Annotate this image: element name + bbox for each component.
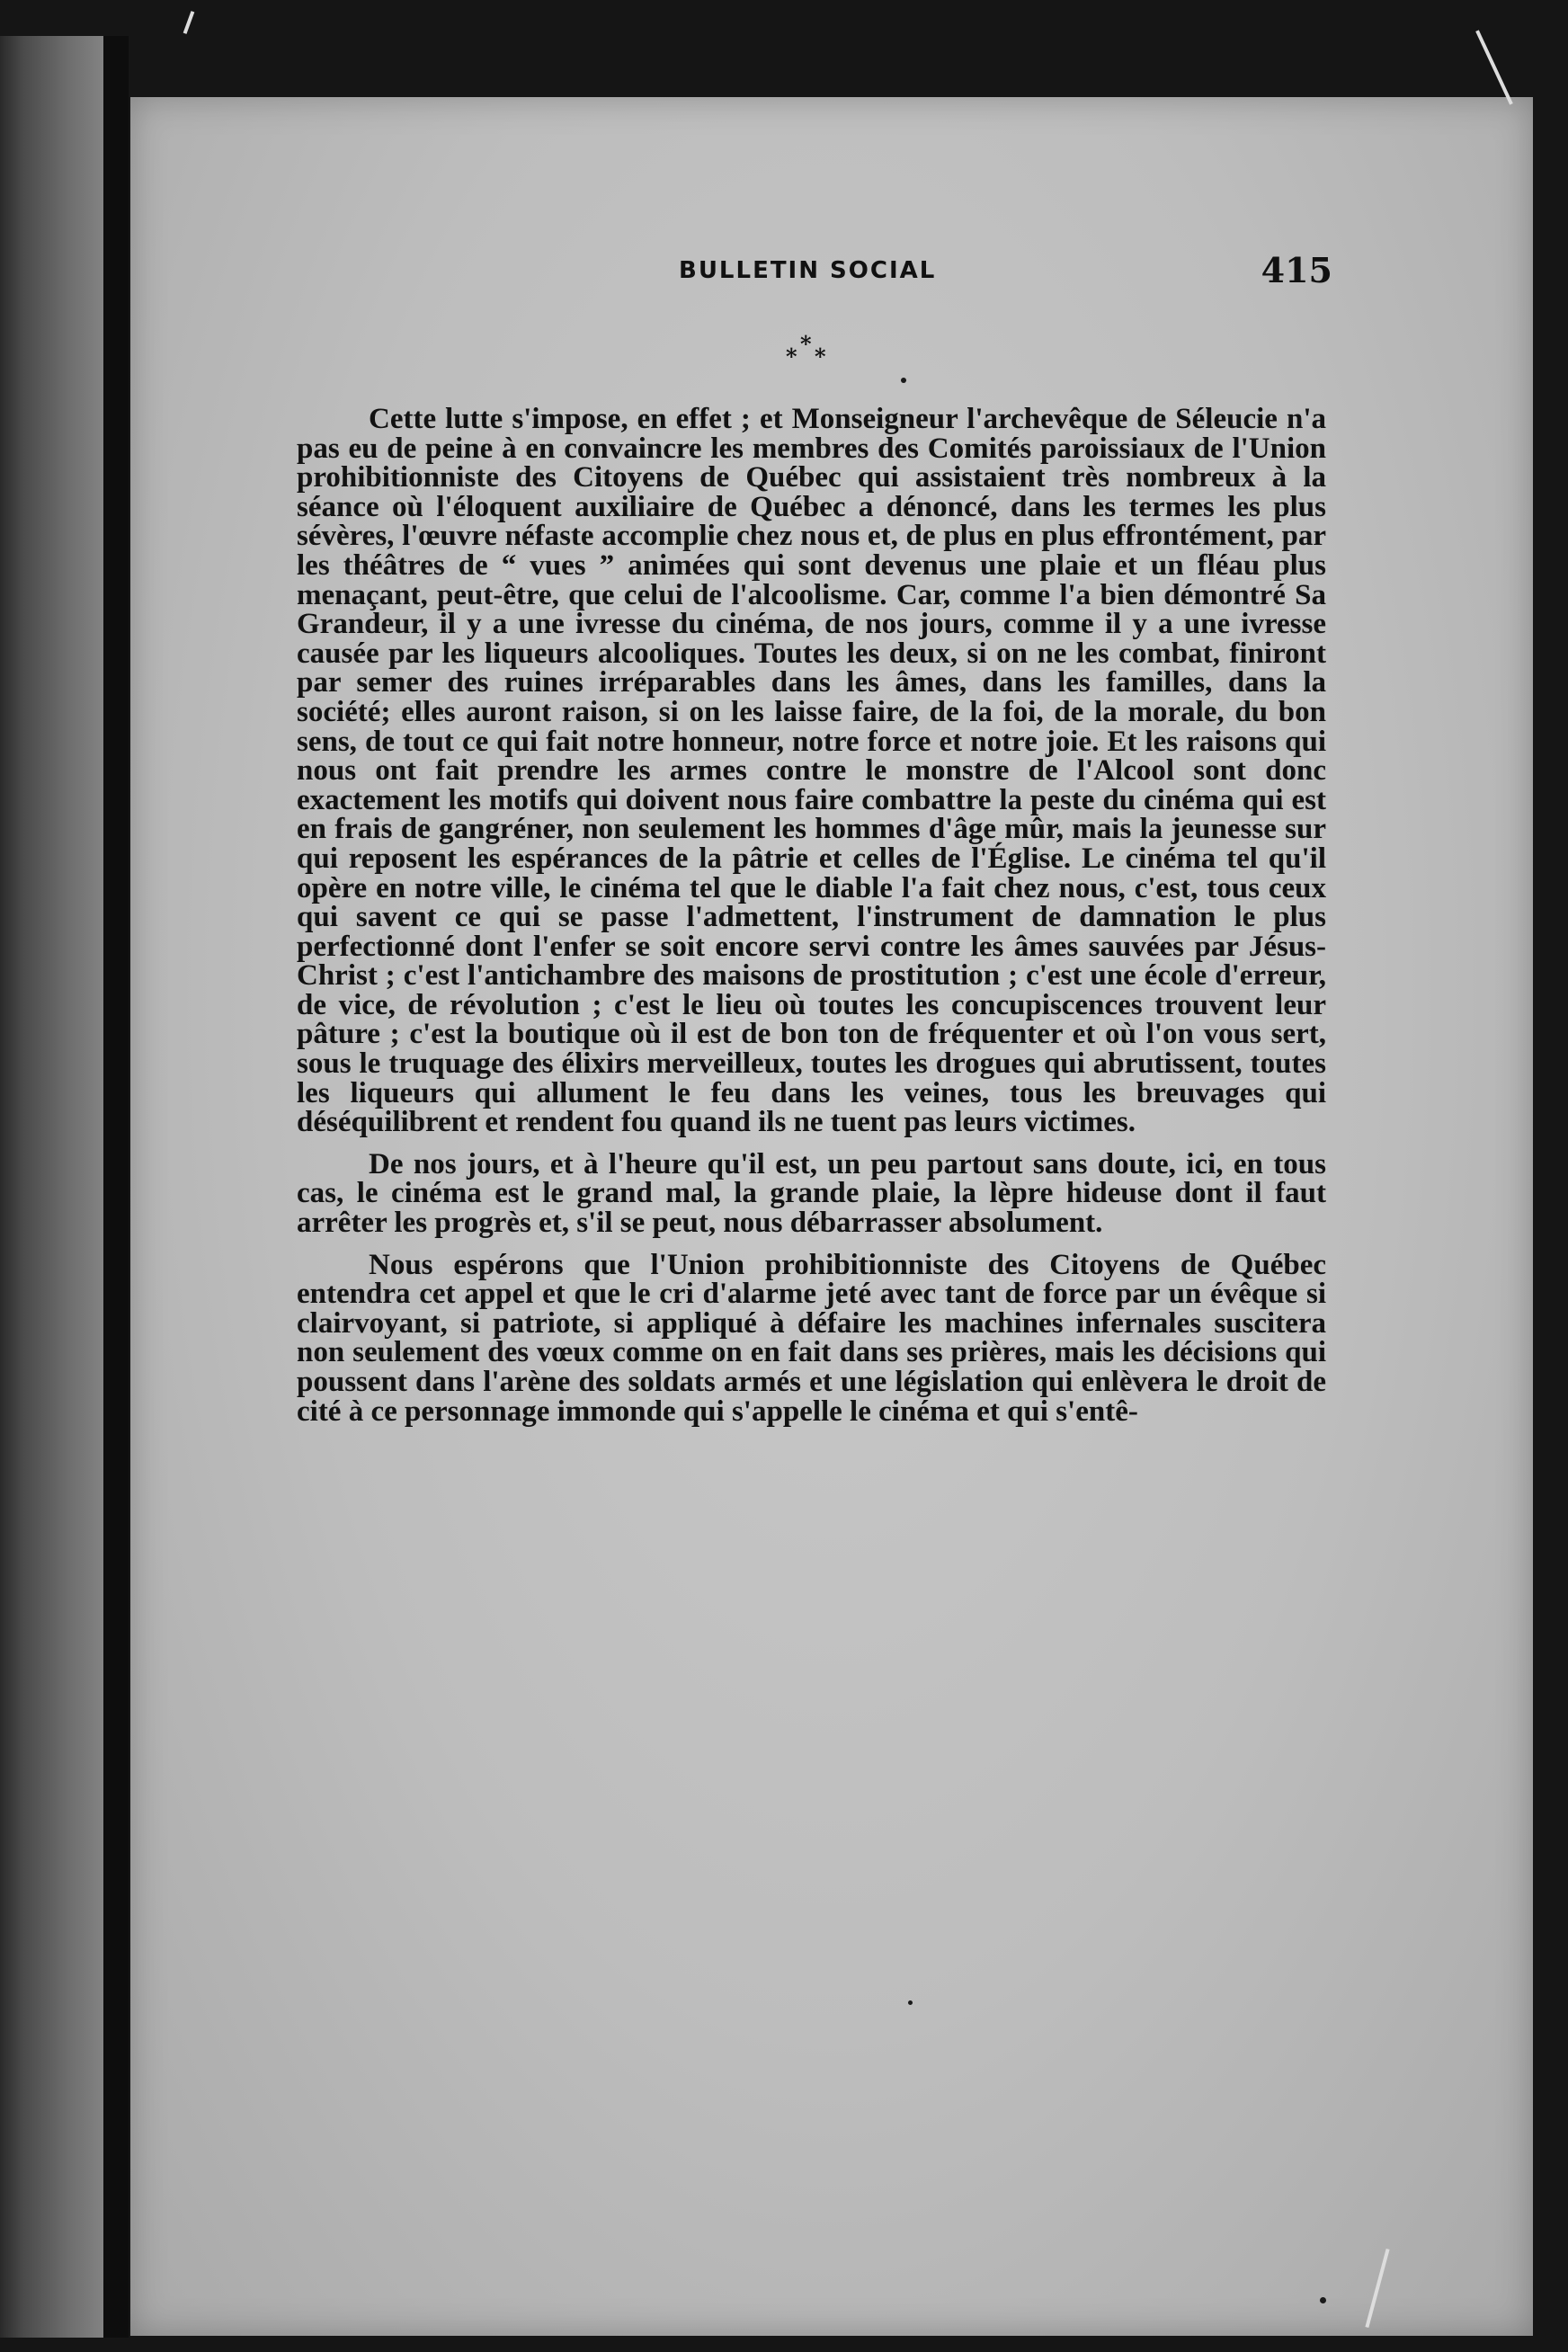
scan-speck [1320, 2297, 1326, 2303]
scan-mark [183, 11, 195, 34]
page-header [553, 250, 1332, 290]
scan-speck [908, 2000, 913, 2005]
adjacent-page-edge [0, 36, 115, 2338]
asterisk-left: * [786, 343, 797, 370]
asterisk-right: * [815, 343, 826, 370]
asterisk-top: * [800, 331, 812, 357]
paragraph-3: Nous espérons que l'Union prohibitionniste des Citoyens de Québec entendra cet appel et que le cri d'alarme jeté avec tant de force par un évêque si clairvoyant, si patriote, si appliqué à défaire les machines infernales suscitera non seulement des vœux comme on en fait dans ses prières, mais les décisions qui poussent dans l'arène des soldats armés et une législation qui enlèvera le droit de cité à ce personnage immonde qui s'appelle le cinéma et qui s'entê- [297, 1248, 1326, 1428]
running-head: BULLETIN SOCIAL [679, 257, 937, 284]
book-gutter [103, 36, 129, 2338]
page-number: 415 [1261, 250, 1332, 290]
section-ornament [782, 328, 845, 373]
body-text [297, 405, 1326, 1426]
scan-speck [901, 378, 906, 383]
paragraph-1: Cette lutte s'impose, en effet ; et Monseigneur l'archevêque de Séleucie n'a pas eu de peine à en convaincre les membres des Comités paroissiaux de l'Union prohibitionniste des Citoyens de Québec qui assistaient très nombreux à la séance où l'éloquent auxiliaire de Québec a dénoncé, dans les termes les plus sévères, l'œuvre néfaste accomplie chez nous et, de plus en plus effrontément, par les théâtres de “ vues ” animées qui sont devenus une plaie et un fléau plus menaçant, peut-être, que celui de l'alcoolisme. Car, comme l'a bien démontré Sa Grandeur, il y a une ivresse du cinéma, de nos jours, comme il y a une ivresse causée par les liqueurs alcooliques. Toutes les deux, si on ne les combat, finiront par semer des ruines irréparables dans les âmes, dans les familles, dans la société; elles auront raison, si on les laisse faire, de la foi, de la morale, du bon sens, de tout ce qui fait notre honneur, notre force et notre joie. Et les raisons qui nous ont fait prendre les armes contre le monstre de l'Alcool sont donc exactement les motifs qui doivent nous faire combattre la peste du cinéma qui est en frais de gangréner, non seulement les hommes d'âge mûr, mais la jeunesse sur qui reposent les espérances de la pâtrie et celles de l'Église. Le cinéma tel qu'il opère en notre ville, le cinéma tel que le diable l'a fait chez nous, c'est, tous ceux qui savent ce qui se passe l'admettent, l'instrument de damnation le plus perfectionné dont l'enfer se soit encore servi contre les âmes sauvées par Jésus-Christ ; c'est l'antichambre des maisons de prostitution ; c'est une école d'erreur, de vice, de révolution ; c'est le lieu où toutes les concupiscences trouvent leur pâture ; c'est la boutique où il est de bon ton de fréquenter et où l'on vous sert, sous le truquage des élixirs merveilleux, toutes les drogues qui abrutissent, toutes les liqueurs qui allument le feu dans les veines, tous les breuvages qui déséquilibrent et rendent fou quand ils ne tuent pas leurs victimes. [297, 403, 1326, 1139]
paragraph-2: De nos jours, et à l'heure qu'il est, un peu partout sans doute, ici, en tous cas, le cinéma est le grand mal, la grande plaie, la lèpre hideuse dont il faut arrêter les progrès et, s'il se peut, nous débarrasser absolument. [297, 1147, 1326, 1240]
scan-mark [1475, 30, 1513, 104]
